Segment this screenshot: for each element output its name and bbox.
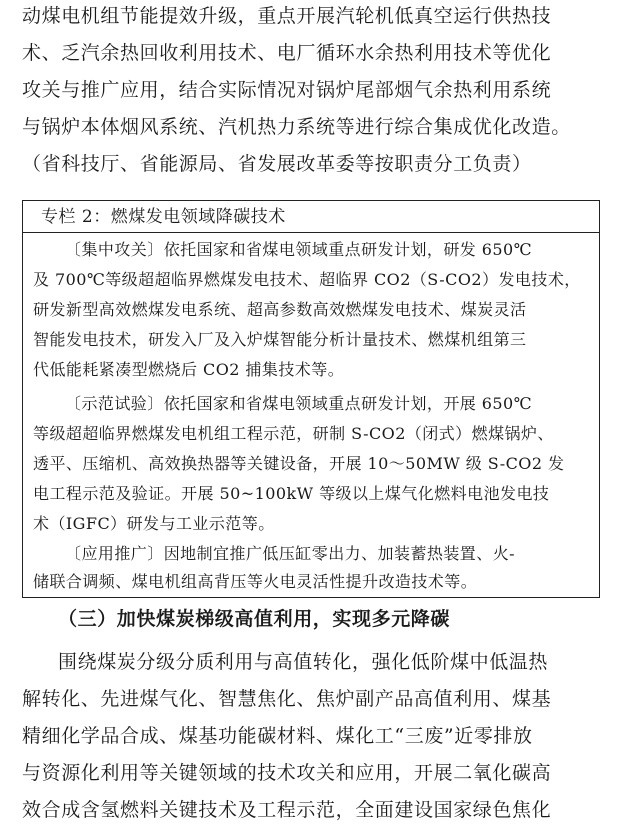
box-line-11: 〔应用推广〕因地制宜推广低压缸零出力、加装蓄热装置、火- <box>65 544 516 563</box>
box-line-5: 代低能耗紧凑型燃烧后 CO2 捕集技术等。 <box>33 360 345 379</box>
box-line-7: 等级超超临界燃煤发电机组工程示范，研制 S-CO2（闭式）燃煤锅炉、 <box>33 424 554 443</box>
box-line-4: 智能发电技术，研发入厂及入炉煤智能分析计量技术、燃煤机组第三 <box>33 330 527 349</box>
box-line-10: 术（IGFC）研发与工业示范等。 <box>33 514 275 533</box>
column-box-title: 专栏 2：燃煤发电领域降碳技术 <box>41 207 286 227</box>
box-line-1: 〔集中攻关〕依托国家和省煤电领域重点研发计划，研发 650℃ <box>65 240 533 259</box>
intro-line-1: 动煤电机组节能提效升级，重点开展汽轮机低真空运行供热技 <box>22 5 552 27</box>
section-line-1: 围绕煤炭分级分质利用与高值转化，强化低阶煤中低温热 <box>58 651 549 673</box>
box-line-6: 〔示范试验〕依托国家和省煤电领域重点研发计划，开展 650℃ <box>65 394 533 413</box>
section-line-3: 精细化学品合成、煤基功能碳材料、煤化工“三废”近零排放 <box>22 725 533 747</box>
box-line-2: 及 700℃等级超超临界燃煤发电技术、超临界 CO2（S-CO2）发电技术， <box>33 270 581 289</box>
box-line-9: 电工程示范及验证。开展 50~100kW 等级以上煤气化燃料电池发电技 <box>33 484 550 503</box>
intro-line-4: 与锅炉本体烟风系统、汽机热力系统等进行综合集成优化改造。 <box>22 116 571 138</box>
intro-line-3: 攻关与推广应用，结合实际情况对锅炉尾部烟气余热利用系统 <box>22 79 552 101</box>
box-line-8: 透平、压缩机、高效换热器等关键设备，开展 10～50MW 级 S-CO2 发 <box>33 454 565 473</box>
box-line-12: 储联合调频、煤电机组高背压等火电灵活性提升改造技术等。 <box>33 572 478 591</box>
box-line-3: 研发新型高效燃煤发电系统、超高参数高效燃煤发电技术、煤炭灵活 <box>33 300 527 319</box>
section-heading: （三）加快煤炭梯级高值利用，实现多元降碳 <box>58 608 451 630</box>
column-box-header <box>23 201 599 233</box>
intro-line-5: （省科技厅、省能源局、省发展改革委等按职责分工负责） <box>22 153 532 175</box>
intro-line-2: 术、乏汽余热回收利用技术、电厂循环水余热利用技术等优化 <box>22 42 552 64</box>
section-line-2: 解转化、先进煤气化、智慧焦化、焦炉副产品高值利用、煤基 <box>22 688 552 710</box>
column-box <box>22 200 600 598</box>
section-line-5: 效合成含氢燃料关键技术及工程示范，全面建设国家绿色焦化 <box>22 799 552 821</box>
section-line-4: 与资源化利用等关键领域的技术攻关和应用，开展二氧化碳高 <box>22 762 552 784</box>
